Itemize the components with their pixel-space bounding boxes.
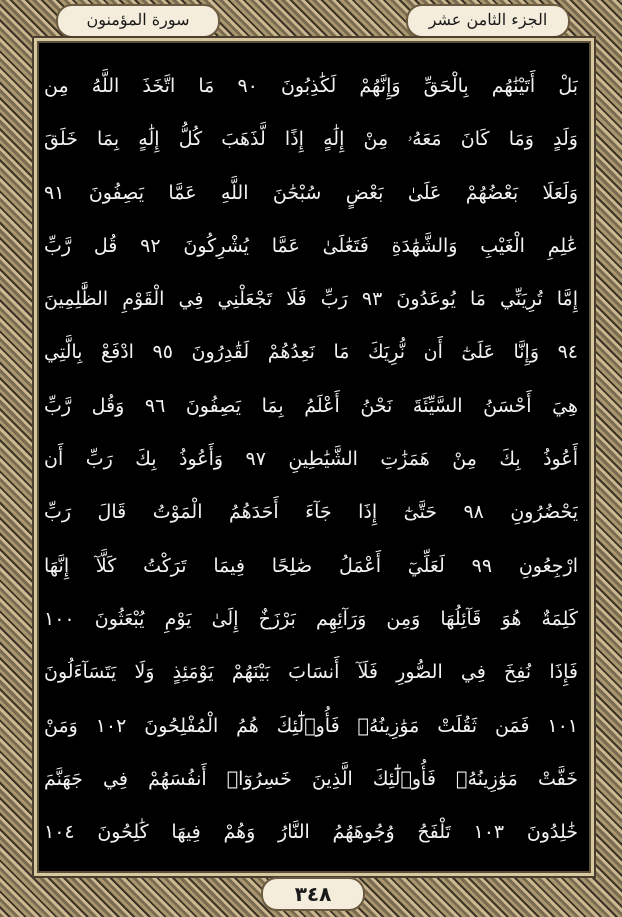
text-line: يَحْضُرُونِ ٩٨ حَتَّىٰٓ إِذَا جَآءَ أَحَدَهُمُ الْمَوْتُ قَالَ رَبِّ [44, 501, 578, 524]
text-line: فَإِذَا نُفِخَ فِي الصُّورِ فَلَآ أَنسَابَ بَيْنَهُمْ يَوْمَئِذٍ وَلَا يَتَسَآءَلُونَ [44, 661, 578, 684]
text-line: هِيَ أَحْسَنُ السَّيِّئَةَ نَحْنُ أَعْلَمُ بِمَا يَصِفُونَ ٩٦ وَقُل رَّبِّ [44, 394, 578, 417]
text-line: وَلَدٍ وَمَا كَانَ مَعَهُۥ مِنْ إِلَٰهٍ إِذًا لَّذَهَبَ كُلُّ إِلَٰهٍ بِمَا خَلَقَ [44, 128, 578, 151]
juz-label: الجزء الثامن عشر [406, 4, 570, 38]
text-line: إِمَّا تُرِيَنِّي مَا يُوعَدُونَ ٩٣ رَبِّ فَلَا تَجْعَلْنِي فِي الْقَوْمِ الظَّٰلِمِينَ [44, 288, 578, 311]
text-line: ١٠١ فَمَن ثَقُلَتْ مَوَٰزِينُهُۥ فَأُو۟لَٰٓئِكَ هُمُ الْمُفْلِحُونَ ١٠٢ وَمَنْ [44, 714, 578, 737]
text-line: كَلِمَةٌ هُوَ قَآئِلُهَا وَمِن وَرَآئِهِم بَرْزَخٌ إِلَىٰ يَوْمِ يُبْعَثُونَ ١٠٠ [44, 607, 578, 630]
text-line: أَعُوذُ بِكَ مِنْ هَمَزَٰتِ الشَّيَٰطِينِ ٩٧ وَأَعُوذُ بِكَ رَبِّ أَن [44, 448, 578, 471]
surah-label: سورة المؤمنون [56, 4, 220, 38]
text-line: بَلْ أَتَيْنَٰهُم بِالْحَقِّ وَإِنَّهُمْ لَكَٰذِبُونَ ٩٠ مَا اتَّخَذَ اللَّهُ مِن [44, 75, 578, 97]
text-line: خَٰلِدُونَ ١٠٣ تَلْفَحُ وُجُوهَهُمُ النَّارُ وَهُمْ فِيهَا كَٰلِحُونَ ١٠٤ [44, 821, 578, 844]
text-line: عَٰلِمِ الْغَيْبِ وَالشَّهَٰدَةِ فَتَعَٰلَىٰ عَمَّا يُشْرِكُونَ ٩٢ قُل رَّبِّ [44, 234, 578, 257]
text-line: ٩٤ وَإِنَّا عَلَىٰٓ أَن نُّرِيَكَ مَا نَعِدُهُمْ لَقَٰدِرُونَ ٩٥ ادْفَعْ بِالَّتِي [44, 341, 578, 364]
quran-text [44, 60, 578, 860]
text-line: خَفَّتْ مَوَٰزِينُهُۥ فَأُو۟لَٰٓئِكَ الَّذِينَ خَسِرُوٓا۟ أَنفُسَهُمْ فِي جَهَنَّمَ [44, 767, 578, 790]
text-line: ارْجِعُونِ ٩٩ لَعَلِّيٓ أَعْمَلُ صَٰلِحًا فِيمَا تَرَكْتُ كَلَّآ إِنَّهَا [44, 554, 578, 577]
page-number: ٣٤٨ [261, 877, 365, 911]
text-line: وَلَعَلَا بَعْضُهُمْ عَلَىٰ بَعْضٍ سُبْحَٰنَ اللَّهِ عَمَّا يَصِفُونَ ٩١ [44, 181, 578, 204]
